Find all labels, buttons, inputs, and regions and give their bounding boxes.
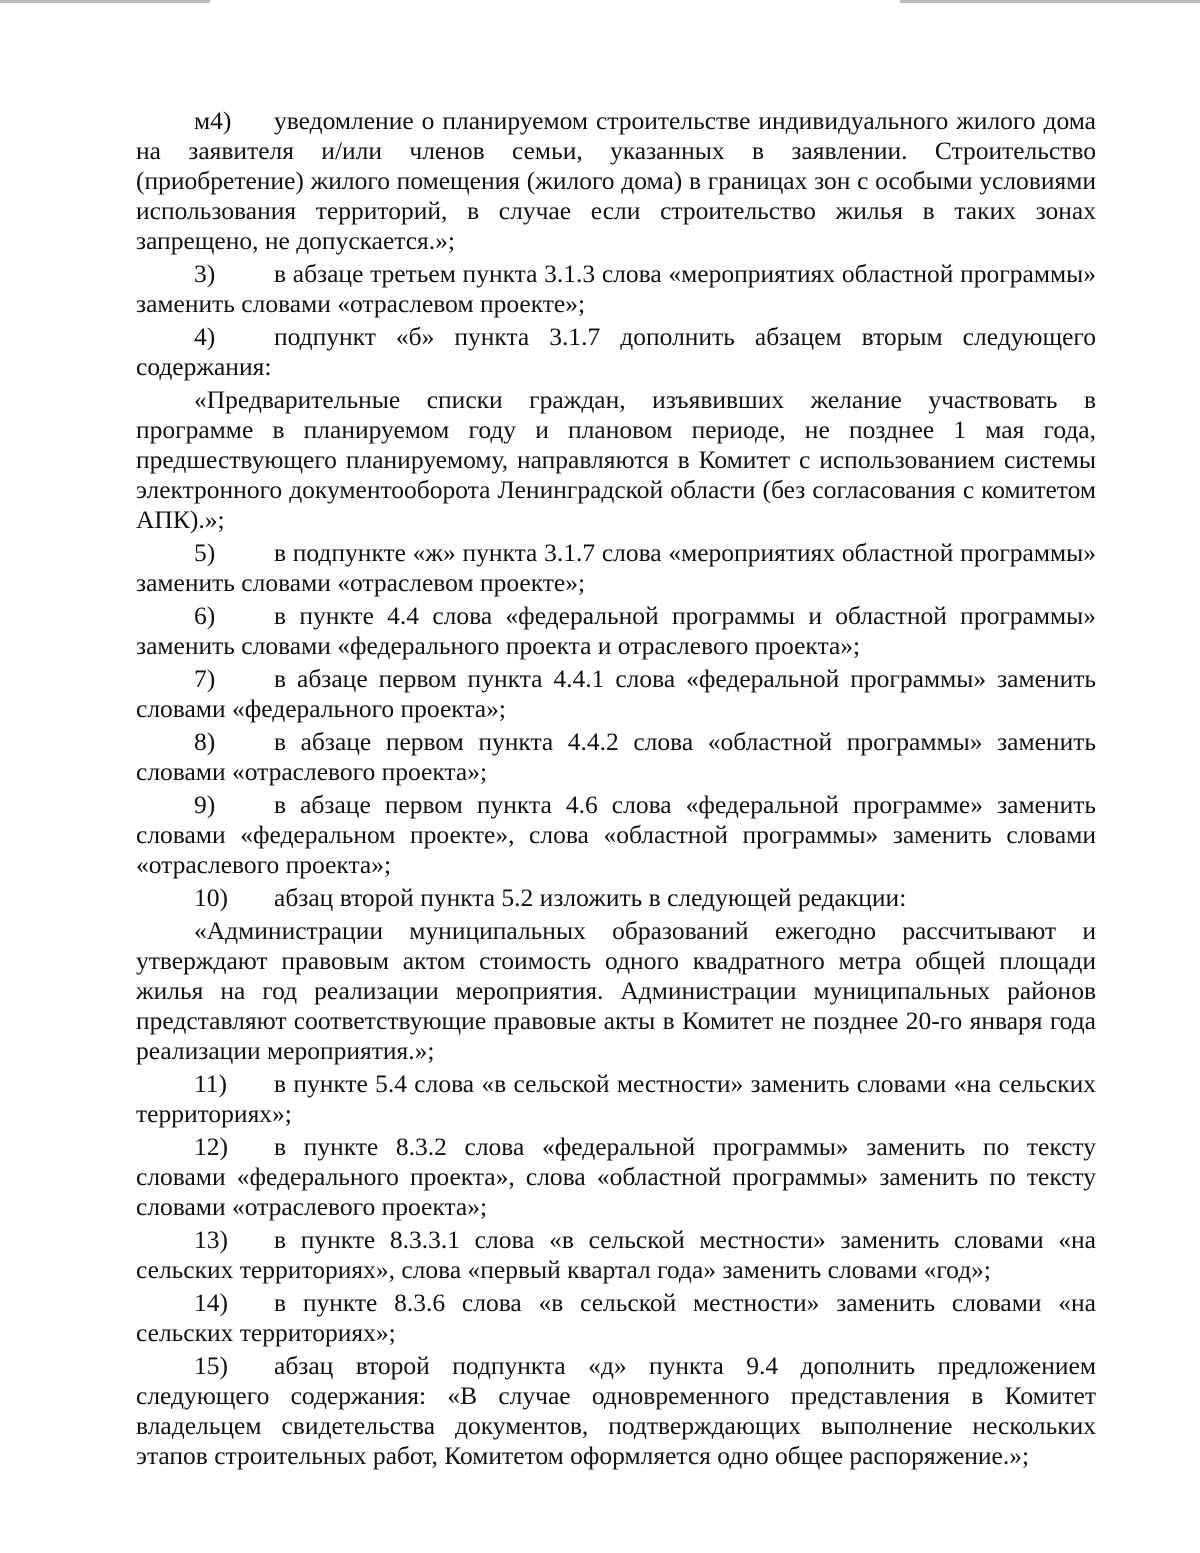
list-item (136, 1132, 1096, 1222)
item-text: в абзаце первом пункта 4.6 слова «федеральной программе» заменить словами «федеральном проекте», слова «областной программы» заменить словами «отраслевого проекта»; (136, 790, 1096, 879)
item-text: в абзаце третьем пункта 3.1.3 слова «мероприятиях областной программы» заменить словами «отраслевом проекте»; (136, 259, 1096, 318)
list-item (136, 106, 1096, 256)
item-number: 8) (194, 727, 216, 756)
item-text: в пункте 8.3.6 слова «в сельской местности» заменить словами «на сельских территориях»; (136, 1288, 1096, 1347)
document-body (136, 106, 1096, 1474)
item-text: в пункте 8.3.3.1 слова «в сельской местности» заменить словами «на сельских территориях», слова «первый квартал года» заменить словами «год»; (136, 1225, 1096, 1284)
list-item (136, 322, 1096, 382)
item-text: подпункт «б» пункта 3.1.7 дополнить абзацем вторым следующего содержания: (136, 322, 1096, 381)
item-number: м4) (194, 106, 232, 135)
item-text: абзац второй пункта 5.2 изложить в следующей редакции: (274, 883, 907, 912)
list-item (136, 883, 1096, 913)
item-number: 13) (194, 1225, 228, 1254)
item-text: в подпункте «ж» пункта 3.1.7 слова «мероприятиях областной программы» заменить словами «отраслевом проекте»; (136, 538, 1096, 597)
list-item (136, 601, 1096, 661)
item-text: в абзаце первом пункта 4.4.2 слова «областной программы» заменить словами «отраслевого проекта»; (136, 727, 1096, 786)
list-item (136, 1288, 1096, 1348)
list-item (136, 259, 1096, 319)
item-text: абзац второй подпункта «д» пункта 9.4 дополнить предложением следующего содержания: «В случае одновременного представления в Комитет владельцем свидетельства документов, подтверждающих выполнение нескольких этапов строительных работ, Комитетом оформляется одно общее распоряжение.»; (136, 1351, 1096, 1470)
item-text: в пункте 8.3.2 слова «федеральной программы» заменить по тексту словами «федерального проекта», слова «областной программы» заменить по тексту словами «отраслевого проекта»; (136, 1132, 1096, 1221)
item-number: 4) (194, 322, 216, 351)
list-item (136, 727, 1096, 787)
item-text: уведомление о планируемом строительстве индивидуального жилого дома на заявителя и/или членов семьи, указанных в заявлении. Строительство (приобретение) жилого помещения (жилого дома) в границах зон с особыми условиями использования территорий, в случае если строительство жилья в таких зонах запрещено, не допускается.»; (136, 106, 1096, 255)
list-item (136, 1351, 1096, 1471)
list-item (136, 538, 1096, 598)
item-number: 9) (194, 790, 216, 819)
item-number: 15) (194, 1351, 228, 1380)
list-item (136, 790, 1096, 880)
item-number: 6) (194, 601, 216, 630)
item-number: 10) (194, 883, 228, 912)
list-item (136, 1069, 1096, 1129)
item-number: 12) (194, 1132, 228, 1161)
item-number: 3) (194, 259, 216, 288)
item-number: 5) (194, 538, 216, 567)
item-text: в пункте 5.4 слова «в сельской местности» заменить словами «на сельских территориях»; (136, 1069, 1096, 1128)
quoted-paragraph: «Администрации муниципальных образований ежегодно рассчитывают и утверждают правовым актом стоимость одного квадратного метра общей площади жилья на год реализации мероприятия. Администрации муниципальных районов представляют соответствующие правовые акты в Комитет не позднее 20-го января года реализации мероприятия.»; (136, 916, 1096, 1065)
item-text: в абзаце первом пункта 4.4.1 слова «федеральной программы» заменить словами «федерального проекта»; (136, 664, 1096, 723)
quoted-paragraph: «Предварительные списки граждан, изъявивших желание участвовать в программе в планируемом году и плановом периоде, не позднее 1 мая года, предшествующего планируемому, направляются в Комитет с использованием системы электронного документооборота Ленинградской области (без согласования с комитетом АПК).»; (136, 385, 1096, 534)
list-item (136, 1225, 1096, 1285)
item-text: в пункте 4.4 слова «федеральной программы и областной программы» заменить словами «федерального проекта и отраслевого проекта»; (136, 601, 1096, 660)
list-item (136, 664, 1096, 724)
item-number: 11) (194, 1069, 228, 1098)
item-number: 7) (194, 664, 216, 693)
item-number: 14) (194, 1288, 228, 1317)
